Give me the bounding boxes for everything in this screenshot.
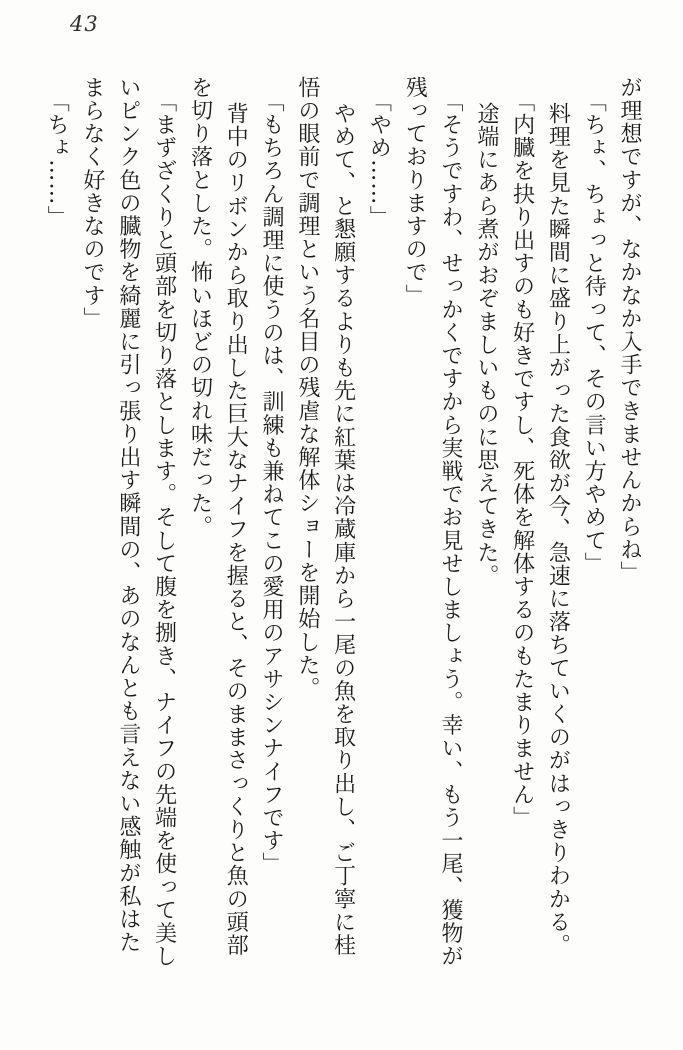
text-line: 料理を見た瞬間に盛り上がった食欲が今、急速に落ちていくのがはっきりわかる。 <box>545 101 571 957</box>
text-line: いピンク色の臓物を綺麗に引っ張り出す瞬間の、あのなんとも言えない感触が私はた <box>115 76 141 954</box>
page-text <box>38 76 647 1024</box>
text-line: 「もちろん調理に使うのは、訓練も兼ねてこの愛用のアサシンナイフです」 <box>259 89 285 876</box>
text-line: 悟の眼前で調理という名目の残虐な解体ショーを開始した。 <box>294 76 320 700</box>
text-line: やめて、と懇願するよりも先に紅葉は冷蔵庫から一尾の魚を取り出し、ご丁寧に桂 <box>330 101 356 957</box>
text-line: 背中のリボンから取り出した巨大なナイフを握ると、そのままさっくりと魚の頭部 <box>223 101 249 957</box>
text-line: 「ちょ……」 <box>44 89 70 229</box>
text-line: 「内臓を抉り出すのも好きですし、死体を解体するのもたまりません」 <box>509 89 535 829</box>
text-line: 「ちょ、ちょっと待って、その言い方やめて」 <box>581 89 607 575</box>
text-line: が理想ですが、なかなか入手できませんからね」 <box>617 76 642 585</box>
text-line: 「そうですわ、せっかくですから実戦でお見せしましょう。幸い、もう一尾、獲物が <box>438 89 464 968</box>
text-line: を切り落とした。怖いほどの切れ味だった。 <box>187 76 213 538</box>
text-line: 「やめ……」 <box>366 89 392 229</box>
text-line: 途端にあら煮がおぞましいものに思えてきた。 <box>473 101 499 588</box>
page-number: 43 <box>70 12 99 36</box>
text-line: 残っておりますので」 <box>402 76 428 307</box>
text-line: まらなく好きなのです」 <box>80 76 106 331</box>
text-line: 「まずざくりと頭部を切り落とします。そして腹を捌き、ナイフの先端を使って美し <box>151 89 177 968</box>
